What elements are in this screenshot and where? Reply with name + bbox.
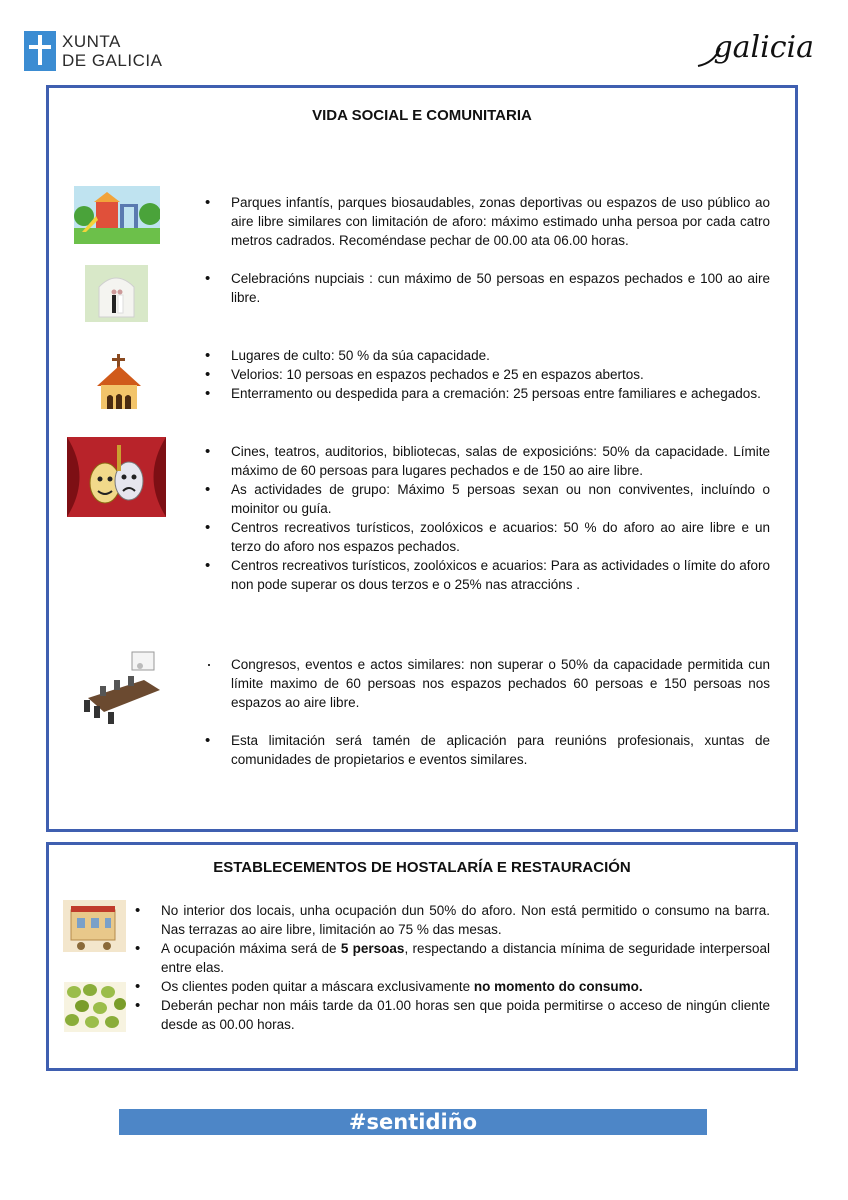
group-worship <box>204 346 770 403</box>
list-item: • A ocupación máxima será de 5 persoas, respectando a distancia mínima de seguridade interpersoal entre elas. <box>134 939 770 977</box>
xunta-shield-icon <box>24 31 56 71</box>
xunta-de-galicia-logo <box>24 30 164 72</box>
galicia-brand-logo <box>694 30 814 70</box>
playground-illustration <box>74 186 160 244</box>
xunta-logo-line2: DE GALICIA <box>62 51 163 70</box>
hostalaria-title: ESTABLECEMENTOS DE HOSTALARÍA E RESTAURACIÓN <box>213 859 631 876</box>
hashtag-text: #sentidiño <box>348 1110 478 1134</box>
vida-social-title: VIDA SOCIAL E COMUNITARIA <box>312 107 532 124</box>
list-item: • Parques infantís, parques biosaudables, zonas deportivas ou espazos de uso público ao aire libre similares con limitación de aforo: máximo estimado unha persoa por cada catro metros cadrados. Recoméndase pechar de 00.00 ata 06.00 horas. <box>204 193 770 250</box>
meeting-illustration <box>74 650 167 727</box>
hostalaria-panel <box>46 842 798 1071</box>
list-item: • Velorios: 10 persoas en espazos pechados e 25 en espazos abertos. <box>204 365 770 384</box>
list-item: · Congresos, eventos e actos similares: non superar o 50% da capacidade permitida cun límite maximo de 60 persoas nos espazos pechados 60 persoas e 150 persoas nos espazos ao aire libre. <box>204 655 770 712</box>
vida-social-panel <box>46 85 798 832</box>
list-item: • Centros recreativos turísticos, zoolóxicos e acuarios: Para as actividades o límite do aforo non pode superar os dous terzos e o 25% nas atraccións . <box>204 556 770 594</box>
group-weddings <box>204 269 770 307</box>
group-congresses <box>204 655 770 769</box>
list-item: • Cines, teatros, auditorios, bibliotecas, salas de exposicións: 50% da capacidade. Límite máximo de 60 persoas para lugares pechados e de 150 ao aire libre. <box>204 442 770 480</box>
list-item: • Esta limitación será tamén de aplicación para reunións profesionais, xuntas de comunidades de propietarios e eventos similares. <box>204 731 770 769</box>
list-item: • As actividades de grupo: Máximo 5 persoas sexan ou non conviventes, incluíndo o moinitor ou guía. <box>204 480 770 518</box>
list-item: • Os clientes poden quitar a máscara exclusivamente no momento do consumo. <box>134 977 770 996</box>
wedding-illustration <box>85 265 148 322</box>
list-item: • Enterramento ou despedida para a cremación: 25 persoas entre familiares e achegados. <box>204 384 770 403</box>
list-item: • Celebracións nupciais : cun máximo de 50 persoas en espazos pechados e 100 ao aire libre. <box>204 269 770 307</box>
list-item: • No interior dos locais, unha ocupación dun 50% do aforo. Non está permitido o consumo na barra. Nas terrazas ao aire libre, limitación ao 75 % das mesas. <box>134 901 770 939</box>
group-culture <box>204 442 770 594</box>
theatre-masks-illustration <box>67 437 166 517</box>
sentidino-banner <box>119 1109 707 1135</box>
list-item: • Lugares de culto: 50 % da súa capacidade. <box>204 346 770 365</box>
restaurant-illustration <box>63 900 126 952</box>
list-item: • Deberán pechar non máis tarde da 01.00 horas sen que poida permitirse o acceso de ningún cliente desde as 00.00 horas. <box>134 996 770 1034</box>
olives-illustration <box>64 982 126 1032</box>
group-playgrounds <box>204 193 770 250</box>
church-illustration <box>93 352 145 410</box>
xunta-logo-line1: XUNTA <box>62 32 121 51</box>
hostalaria-list <box>134 901 770 1034</box>
galicia-brand-word: galicia <box>713 30 814 65</box>
list-item: • Centros recreativos turísticos, zoolóxicos e acuarios: 50 % do aforo ao aire libre e un terzo do aforo nos espazos pechados. <box>204 518 770 556</box>
